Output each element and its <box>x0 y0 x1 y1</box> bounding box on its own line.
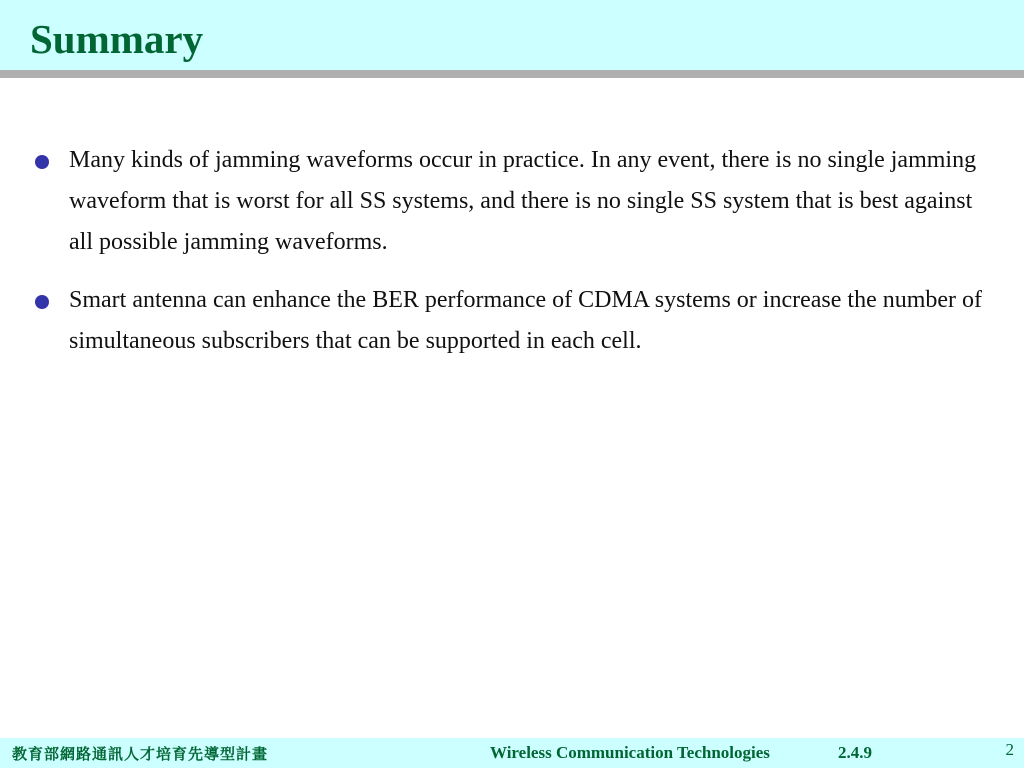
footer-section-number: 2.4.9 <box>838 743 872 762</box>
slide-title: Summary <box>30 16 204 62</box>
bullet-item <box>33 140 993 263</box>
bullet-dot-icon <box>35 155 49 169</box>
slide-header <box>0 0 1024 70</box>
bullet-text: Smart antenna can enhance the BER performance of CDMA systems or increase the number of simultaneous subscribers that can be supported in each cell. <box>69 287 983 354</box>
bullet-item <box>33 280 993 362</box>
slide-footer <box>0 738 1024 768</box>
footer-course-title: Wireless Communication Technologies <box>490 743 770 762</box>
footer-organization: 教育部網路通訊人才培育先導型計畫 <box>12 745 269 763</box>
bullet-text: Many kinds of jamming waveforms occur in practice. In any event, there is no single jamming waveform that is worst for all SS systems, and there is no single SS system that is best against all possible jamming waveforms. <box>69 147 977 255</box>
bullet-list <box>33 140 993 379</box>
header-divider <box>0 70 1024 78</box>
page-number: 2 <box>1005 740 1014 759</box>
bullet-dot-icon <box>35 295 49 309</box>
